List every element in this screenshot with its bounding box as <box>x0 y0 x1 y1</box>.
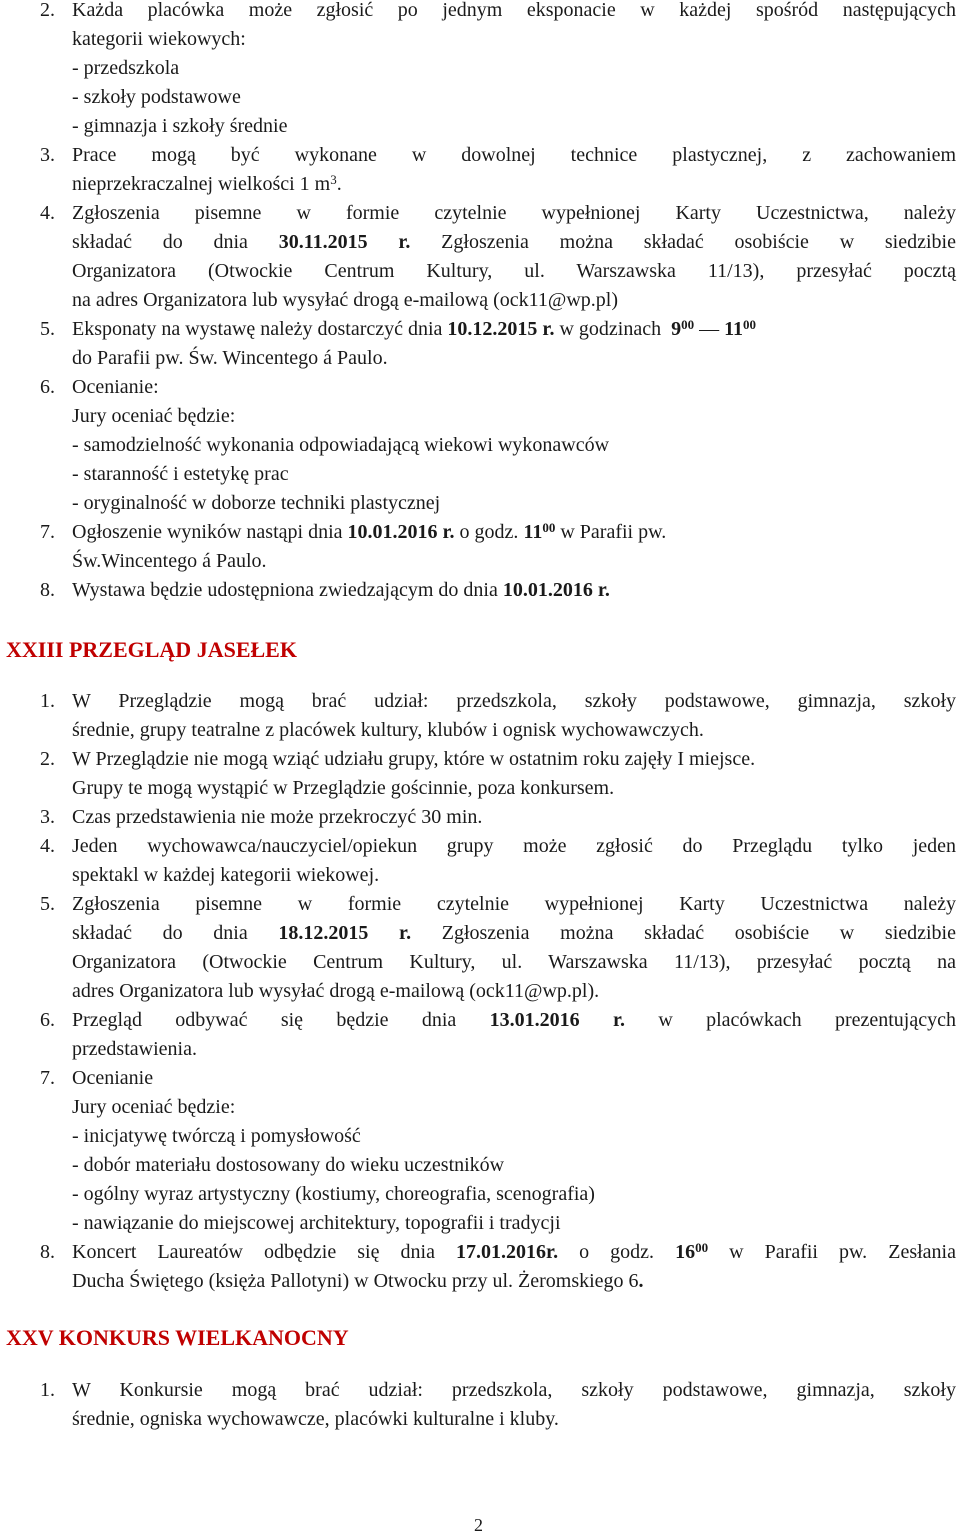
text-line: - ogólny wyraz artystyczny (kostiumy, choreografia, scenografia) <box>72 1183 595 1205</box>
text-line: spektakl w każdej kategorii wiekowej. <box>72 864 380 886</box>
item-number: 1. <box>40 690 55 712</box>
text-line: - dobór materiału dostosowany do wieku uczestników <box>72 1154 505 1176</box>
text-line: Jury oceniać będzie: <box>72 405 236 427</box>
text-line: Organizatora (Otwockie Centrum Kultury, ul. Warszawska 11/13), przesyłać pocztą na <box>72 951 956 973</box>
text-line: Św.Wincentego á Paulo. <box>72 550 267 572</box>
item-number: 2. <box>40 748 55 770</box>
text-line: - staranność i estetykę prac <box>72 463 289 485</box>
text-line: Jury oceniać będzie: <box>72 1096 236 1118</box>
text-line: średnie, ogniska wychowawcze, placówki kulturalne i kluby. <box>72 1408 559 1430</box>
section-heading-jaselka: XXIII PRZEGLĄD JASEŁEK <box>6 637 297 662</box>
text-line: - oryginalność w doborze techniki plastycznej <box>72 492 441 514</box>
text-line: składać do dnia 30.11.2015 r. Zgłoszenia można składać osobiście w siedzibie <box>72 231 956 253</box>
text-line: składać do dnia 18.12.2015 r. Zgłoszenia można składać osobiście w siedzibie <box>72 922 956 944</box>
text-line: - inicjatywę twórczą i pomysłowość <box>72 1125 361 1147</box>
text-line: W Przeglądzie nie mogą wziąć udziału grupy, które w ostatnim roku zajęły I miejsce. <box>72 748 756 770</box>
text-line: Ocenianie <box>72 1067 154 1089</box>
text-line: - gimnazja i szkoły średnie <box>72 115 288 137</box>
text-line: średnie, grupy teatralne z placówek kultury, klubów i ognisk wychowawczych. <box>72 719 704 741</box>
text-line: - nawiązanie do miejscowej architektury, topografii i tradycji <box>72 1212 561 1234</box>
text-line: Każda placówka może zgłosić po jednym eksponacie w każdej spośród następujących <box>72 0 956 21</box>
item-number: 2. <box>40 0 55 21</box>
text-line: Grupy te mogą wystąpić w Przeglądzie gościnnie, poza konkursem. <box>72 777 615 799</box>
text-line: W Przeglądzie mogą brać udział: przedszkola, szkoły podstawowe, gimnazja, szkoły <box>72 690 956 712</box>
text-line: do Parafii pw. Św. Wincentego á Paulo. <box>72 347 388 369</box>
text-line: - szkoły podstawowe <box>72 86 241 108</box>
text-line: Ducha Świętego (księża Pallotyni) w Otwocku przy ul. Żeromskiego 6. <box>72 1270 644 1292</box>
text-line: - samodzielność wykonania odpowiadającą wiekowi wykonawców <box>72 434 610 456</box>
text-line: Czas przedstawienia nie może przekroczyć 30 min. <box>72 806 483 828</box>
text-line: Eksponaty na wystawę należy dostarczyć dnia 10.12.2015 r. w godzinach $9^{00}$ — $11^{00}$ <box>72 317 757 340</box>
item-number: 4. <box>40 202 55 224</box>
text-line: adres Organizatora lub wysyłać drogą e-mailową (ock11@wp.pl). <box>72 980 600 1002</box>
text-line: Ogłoszenie wyników nastąpi dnia 10.01.2016 r. o godz. $11^{00}$ w Parafii pw. <box>72 520 667 543</box>
item-number: 7. <box>40 1067 55 1089</box>
text-line: Koncert Laureatów odbędzie się dnia 17.01.2016r. o godz. $16^{00}$ w Parafii pw. Zesłania <box>72 1240 956 1263</box>
item-number: 8. <box>40 1241 55 1263</box>
item-number: 3. <box>40 144 55 166</box>
text-line: Zgłoszenia pisemne w formie czytelnie wypełnionej Karty Uczestnictwa, należy <box>72 202 956 224</box>
item-number: 5. <box>40 893 55 915</box>
text-line: Prace mogą być wykonane w dowolnej technice plastycznej, z zachowaniem <box>72 144 956 166</box>
item-number: 4. <box>40 835 55 857</box>
text-line: nieprzekraczalnej wielkości 1 $m^3$. <box>72 172 342 195</box>
item-number: 5. <box>40 318 55 340</box>
text-line: na adres Organizatora lub wysyłać drogą e-mailową (ock11@wp.pl) <box>72 289 619 311</box>
item-number: 3. <box>40 806 55 828</box>
text-line: kategorii wiekowych: <box>72 28 246 50</box>
text-line: W Konkursie mogą brać udział: przedszkola, szkoły podstawowe, gimnazja, szkoły <box>72 1379 956 1401</box>
text-line: Ocenianie: <box>72 376 159 398</box>
item-number: 1. <box>40 1379 55 1401</box>
text-line: Jeden wychowawca/nauczyciel/opiekun grupy może zgłosić do Przeglądu tylko jeden <box>72 835 956 857</box>
page-number: 2 <box>474 1515 483 1535</box>
item-number: 6. <box>40 376 55 398</box>
text-line: Przegląd odbywać się będzie dnia 13.01.2016 r. w placówkach prezentujących <box>72 1009 956 1031</box>
text-line: przedstawienia. <box>72 1038 197 1060</box>
text-line: Zgłoszenia pisemne w formie czytelnie wypełnionej Karty Uczestnictwa należy <box>72 893 956 915</box>
item-number: 6. <box>40 1009 55 1031</box>
item-number: 8. <box>40 579 55 601</box>
text-line: - przedszkola <box>72 57 180 79</box>
section-heading-wielkanoc: XXV KONKURS WIELKANOCNY <box>6 1325 349 1350</box>
item-number: 7. <box>40 521 55 543</box>
text-line: Wystawa będzie udostępniona zwiedzającym do dnia 10.01.2016 r. <box>72 579 610 601</box>
text-line: Organizatora (Otwockie Centrum Kultury, ul. Warszawska 11/13), przesyłać pocztą <box>72 260 956 282</box>
